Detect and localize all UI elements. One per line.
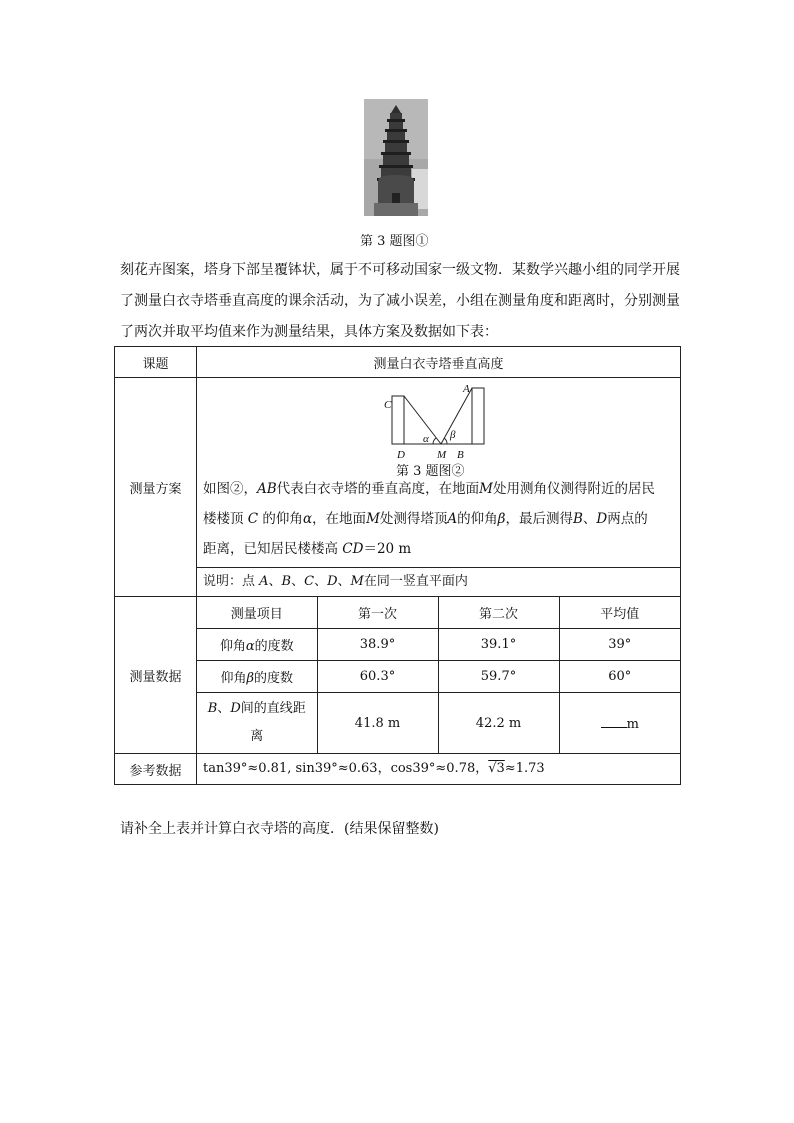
figure1-caption: 第 3 题图① — [360, 234, 429, 249]
var: D — [596, 511, 608, 527]
var: β — [497, 511, 506, 527]
text: 间的直线距 — [240, 701, 306, 716]
point-C-label: C — [384, 399, 392, 411]
text: 代表白衣寺塔的垂直高度，在地面 — [276, 481, 480, 497]
text: 的度数 — [254, 671, 294, 686]
topic-value: 测量白衣寺塔垂直高度 — [197, 347, 681, 378]
var: A — [259, 574, 269, 589]
unit: m — [626, 716, 639, 732]
point-M-label: M — [437, 449, 447, 461]
table-row — [197, 661, 680, 693]
plan-text — [197, 474, 680, 567]
var: M — [479, 481, 493, 497]
point-D-label: D — [397, 449, 405, 461]
var: B — [207, 701, 218, 716]
var: B — [572, 511, 583, 527]
note-cell — [197, 568, 681, 597]
text: 仰角 — [220, 671, 247, 686]
text: 、 — [582, 511, 597, 527]
var: D — [230, 701, 241, 716]
point-B-label: B — [457, 449, 464, 461]
value-cell: 38.9° — [317, 629, 438, 661]
var: D — [327, 574, 338, 589]
text: 的度数 — [254, 639, 294, 654]
value-cell: 39.1° — [438, 629, 559, 661]
col-header: 第一次 — [317, 597, 438, 629]
ref-label: 参考数据 — [115, 754, 197, 785]
table-row — [197, 693, 680, 754]
text: 距离，已知居民楼楼高 — [203, 541, 343, 557]
plan-cell — [197, 378, 681, 568]
beta-label: β — [450, 429, 456, 441]
var: CD — [342, 541, 364, 557]
value-cell: 42.2 m — [438, 693, 559, 754]
measurement-table — [114, 346, 681, 785]
ref-value — [197, 754, 681, 785]
text: 楼楼顶 — [203, 511, 248, 527]
topic-label: 课题 — [115, 347, 197, 378]
text: 仰角 — [219, 639, 246, 654]
var: α — [302, 511, 313, 527]
var: B — [281, 574, 292, 589]
data-cell — [197, 597, 681, 754]
col-header: 测量项目 — [197, 597, 317, 629]
paragraph-line: 刻花卉图案，塔身下部呈覆钵状，属于不可移动国家一级文物．某数学兴趣小组的同学开展 — [120, 262, 680, 278]
text: 处测得塔顶 — [379, 511, 448, 527]
item-cell — [197, 661, 317, 693]
text: 的仰角 — [258, 511, 303, 527]
var: AB — [257, 481, 277, 497]
value-cell: 39° — [559, 629, 680, 661]
sqrt: √3 — [488, 761, 505, 776]
alpha-label: α — [423, 433, 429, 445]
data-table — [197, 597, 680, 753]
table-row — [197, 629, 680, 661]
data-label: 测量数据 — [115, 597, 197, 754]
text: 两点的 — [607, 511, 648, 527]
answer-blank-cell[interactable] — [559, 693, 680, 754]
text: ≈1.73 — [504, 761, 545, 776]
var: M — [350, 574, 364, 589]
value-cell: 60° — [559, 661, 680, 693]
text: 离 — [250, 729, 264, 744]
text: 、 — [291, 574, 305, 589]
figure2-caption: 第 3 题图② — [396, 464, 465, 479]
text: ＝20 m — [363, 541, 412, 557]
text: 、 — [314, 574, 328, 589]
paragraph-line: 了测量白衣寺塔垂直高度的课余活动，为了减小误差，小组在测量角度和距离时，分别测量 — [120, 293, 680, 309]
value-cell: 59.7° — [438, 661, 559, 693]
value-cell: 60.3° — [317, 661, 438, 693]
text: tan39°≈0.81, sin39°≈0.63，cos39°≈0.78， — [203, 761, 489, 776]
var: β — [246, 671, 254, 686]
text: ，在地面 — [312, 511, 367, 527]
col-header: 第二次 — [438, 597, 559, 629]
text: ，最后测得 — [505, 511, 573, 527]
var: C — [247, 511, 259, 527]
text: 的仰角 — [457, 511, 498, 527]
item-cell — [197, 629, 317, 661]
var: M — [366, 511, 380, 527]
col-header: 平均值 — [559, 597, 680, 629]
text: 如图②， — [203, 481, 257, 497]
paragraph-line: 了两次并取平均值来作为测量结果，具体方案及数据如下表： — [120, 324, 498, 340]
plan-label: 测量方案 — [115, 378, 197, 597]
answer-blank[interactable] — [601, 715, 627, 728]
footer-question: 请补全上表并计算白衣寺塔的高度．(结果保留整数) — [120, 821, 439, 837]
text: 在同一竖直平面内 — [363, 574, 468, 589]
point-A-label: A — [463, 383, 470, 395]
figure2 — [197, 378, 680, 479]
text: 、 — [268, 574, 282, 589]
text: 处用测角仪测得附近的居民 — [493, 481, 655, 497]
intro-paragraph — [120, 255, 692, 348]
var: A — [447, 511, 458, 527]
var: C — [304, 574, 315, 589]
value-cell: 41.8 m — [317, 693, 438, 754]
var: α — [245, 639, 255, 654]
item-cell — [197, 693, 317, 754]
text: 、 — [337, 574, 351, 589]
text: 说明：点 — [203, 574, 260, 589]
pagoda-photo — [364, 99, 428, 216]
text: 、 — [217, 701, 231, 716]
